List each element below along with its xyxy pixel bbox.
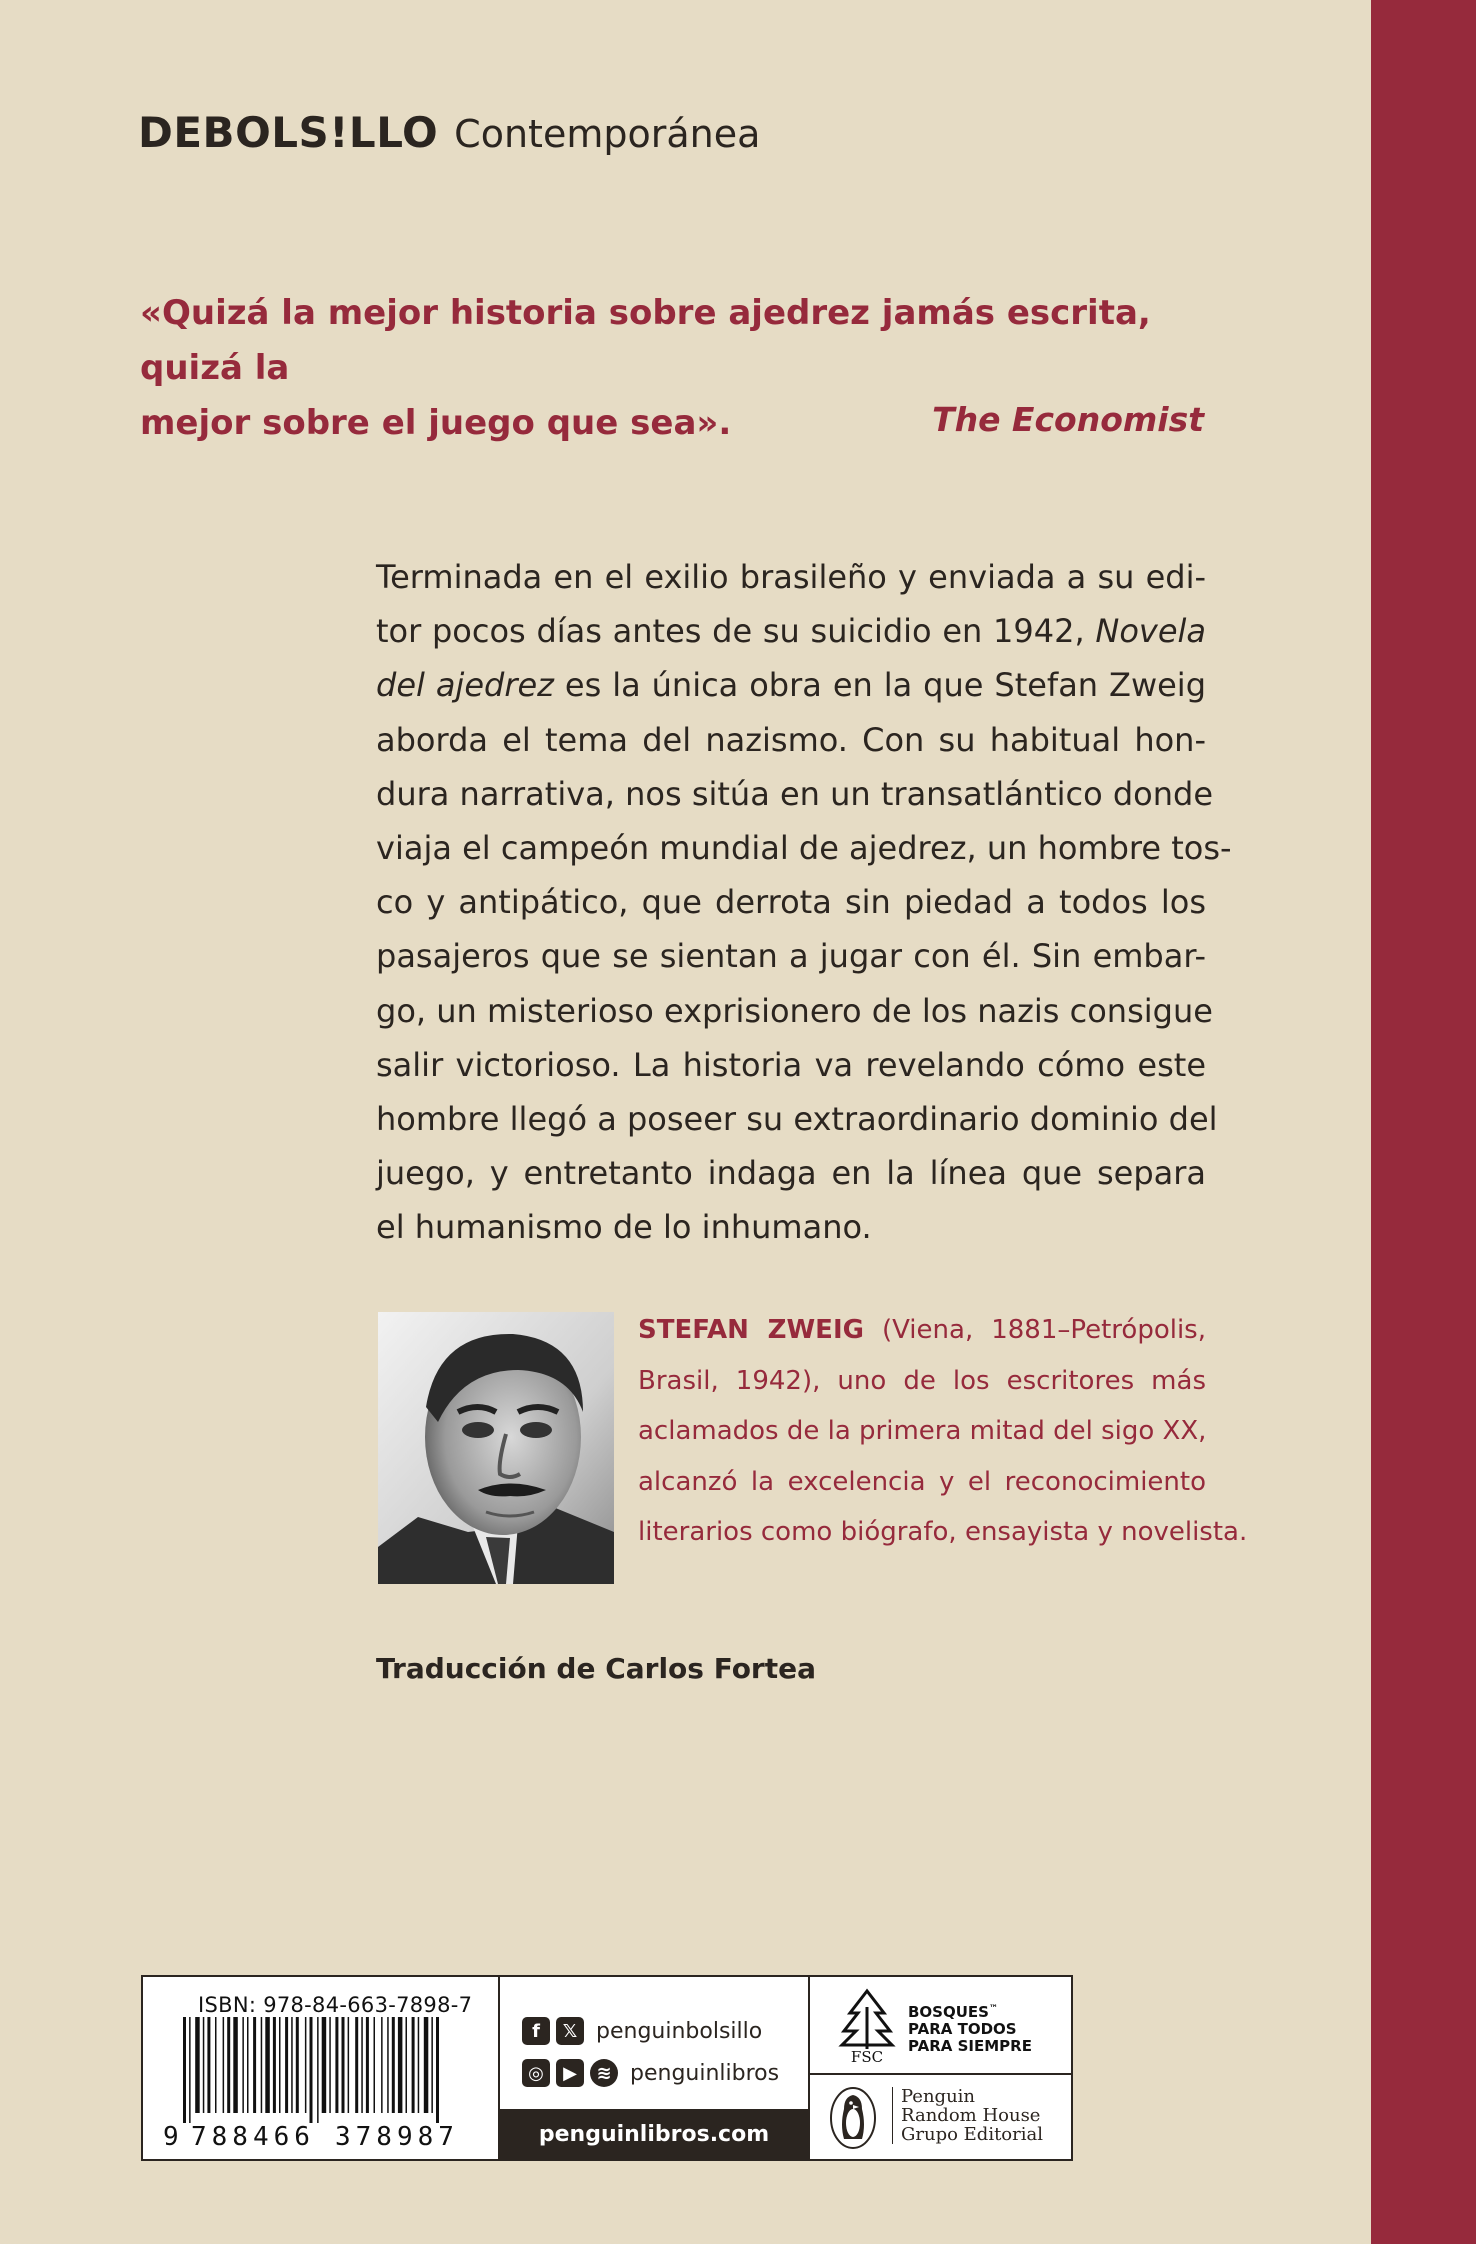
facebook-icon[interactable]: f bbox=[522, 2017, 550, 2045]
barcode-bar bbox=[424, 2017, 429, 2113]
barcode-bar bbox=[329, 2017, 331, 2113]
bio-line: STEFAN ZWEIG (Viena, 1881–Petrópolis, bbox=[638, 1315, 1206, 1345]
barcode-bar bbox=[233, 2017, 238, 2113]
instagram-icon[interactable]: ◎ bbox=[522, 2059, 550, 2087]
barcode-info-box bbox=[141, 1975, 1073, 2161]
author-bio bbox=[638, 1305, 1248, 1558]
barcode-bar bbox=[398, 2017, 403, 2113]
barcode-bar bbox=[374, 2017, 376, 2113]
translator-credit: Traducción de Carlos Fortea bbox=[376, 1652, 817, 1685]
fsc-slogan: BOSQUES™ PARA TODOS PARA SIEMPRE bbox=[908, 2003, 1032, 2055]
book-title: del ajedrez bbox=[376, 666, 554, 705]
barcode-bar bbox=[392, 2017, 395, 2113]
website-link[interactable]: penguinlibros.com bbox=[500, 2109, 808, 2159]
social-row-bolsillo bbox=[522, 2017, 762, 2045]
barcode-bar bbox=[366, 2017, 369, 2113]
barcode-bar bbox=[183, 2017, 186, 2123]
synopsis-line: hombre llegó a poseer su extraordinario dominio del bbox=[376, 1100, 1218, 1139]
barcode-bar bbox=[381, 2017, 383, 2113]
bio-line: literarios como biógrafo, ensayista y novelista. bbox=[638, 1517, 1248, 1547]
publisher-header bbox=[138, 108, 760, 168]
quote-line: «Quizá la mejor historia sobre ajedrez jamás escrita, quizá la bbox=[140, 293, 1151, 388]
barcode-bar bbox=[310, 2017, 313, 2123]
synopsis-line: pasajeros que se sientan a jugar con él. Sin embar- bbox=[376, 937, 1206, 976]
barcode-bar bbox=[195, 2017, 200, 2113]
synopsis-line: aborda el tema del nazismo. Con su habitual hon- bbox=[376, 720, 1206, 759]
quote-source: The Economist bbox=[932, 400, 1204, 439]
book-spine-band bbox=[1371, 0, 1476, 2244]
bio-line: Brasil, 1942), uno de los escritores más bbox=[638, 1365, 1206, 1396]
barcode-bar bbox=[335, 2017, 338, 2113]
barcode-bar bbox=[296, 2017, 299, 2113]
synopsis-line: tor pocos días antes de su suicidio en 1942, Novela bbox=[376, 612, 1207, 651]
barcode-digit-first: 9 bbox=[163, 2122, 179, 2152]
barcode-bar bbox=[203, 2017, 205, 2113]
barcode-bar bbox=[361, 2017, 363, 2113]
barcode-bar bbox=[322, 2017, 327, 2113]
barcode-bar bbox=[305, 2017, 307, 2113]
barcode-bar bbox=[279, 2017, 281, 2113]
barcode-bar bbox=[247, 2017, 249, 2113]
synopsis-line: del ajedrez es la única obra en la que Stefan Zweig bbox=[376, 666, 1207, 705]
barcode-bar bbox=[223, 2017, 225, 2113]
barcode-bar bbox=[431, 2017, 433, 2113]
barcode-bar bbox=[207, 2017, 210, 2113]
synopsis-line: dura narrativa, nos sitúa en un transatlántico donde bbox=[376, 774, 1214, 813]
barcode-bar bbox=[355, 2017, 358, 2113]
barcode-bar bbox=[412, 2017, 415, 2113]
barcode-bar bbox=[436, 2017, 439, 2123]
book-title: Novela bbox=[1095, 612, 1207, 651]
spotify-icon[interactable]: ≋ bbox=[590, 2059, 618, 2087]
social-panel bbox=[500, 1977, 810, 2159]
youtube-icon[interactable]: ▶ bbox=[556, 2059, 584, 2087]
barcode-bar bbox=[273, 2017, 276, 2113]
publisher-panel bbox=[810, 2075, 1071, 2159]
barcode-bar bbox=[342, 2017, 345, 2113]
penguin-logo-icon bbox=[828, 2085, 878, 2151]
barcode-bar bbox=[291, 2017, 293, 2113]
quote-line: mejor sobre el juego que sea». bbox=[140, 403, 732, 443]
brand-name: DEBOLS!LLO bbox=[138, 108, 439, 157]
series-name: Contemporánea bbox=[454, 112, 761, 156]
synopsis-line: salir victorioso. La historia va revelando cómo este bbox=[376, 1045, 1206, 1084]
author-photo bbox=[378, 1312, 614, 1584]
barcode-digits-left: 788466 bbox=[191, 2122, 315, 2152]
publisher-name: Penguin Random House Grupo Editorial bbox=[892, 2087, 1043, 2144]
barcode-digits-right: 378987 bbox=[335, 2122, 459, 2152]
synopsis-line: juego, y entretanto indaga en la línea que separa bbox=[376, 1154, 1206, 1193]
bio-line: alcanzó la excelencia y el reconocimiento bbox=[638, 1466, 1206, 1497]
synopsis bbox=[376, 550, 1232, 1255]
barcode-bar bbox=[317, 2017, 319, 2123]
synopsis-line: go, un misterioso exprisionero de los nazis consigue bbox=[376, 991, 1213, 1030]
barcode-panel bbox=[143, 1977, 500, 2159]
bio-line: aclamados de la primera mitad del sigo XX, bbox=[638, 1416, 1207, 1446]
social-row-libros bbox=[522, 2059, 779, 2087]
barcode-bar bbox=[242, 2017, 244, 2113]
social-handle[interactable]: penguinlibros bbox=[630, 2060, 780, 2086]
fsc-panel bbox=[810, 1977, 1071, 2075]
x-icon[interactable]: 𝕏 bbox=[556, 2017, 584, 2045]
fsc-label: FSC bbox=[850, 2048, 884, 2065]
social-handle[interactable]: penguinbolsillo bbox=[596, 2018, 763, 2044]
isbn-text: ISBN: 978-84-663-7898-7 bbox=[198, 1993, 473, 2017]
barcode-bar bbox=[265, 2017, 270, 2113]
barcode-bar bbox=[189, 2017, 191, 2123]
barcode bbox=[161, 2017, 481, 2152]
fsc-tree-icon bbox=[832, 1987, 902, 2065]
barcode-bar bbox=[406, 2017, 408, 2113]
barcode-bar bbox=[418, 2017, 420, 2113]
barcode-bar bbox=[253, 2017, 256, 2113]
synopsis-line: Terminada en el exilio brasileño y enviada a su edi- bbox=[376, 558, 1206, 596]
barcode-bar bbox=[285, 2017, 288, 2113]
barcode-bar bbox=[261, 2017, 263, 2113]
barcode-bar bbox=[215, 2017, 217, 2113]
barcode-bar bbox=[348, 2017, 350, 2113]
synopsis-line: co y antipático, que derrota sin piedad a todos los bbox=[376, 883, 1206, 922]
barcode-bar bbox=[387, 2017, 389, 2113]
synopsis-line: viaja el campeón mundial de ajedrez, un hombre tos- bbox=[376, 829, 1232, 868]
author-name: STEFAN ZWEIG bbox=[638, 1315, 864, 1345]
synopsis-line: el humanismo de lo inhumano. bbox=[376, 1208, 872, 1247]
barcode-bar bbox=[227, 2017, 230, 2113]
